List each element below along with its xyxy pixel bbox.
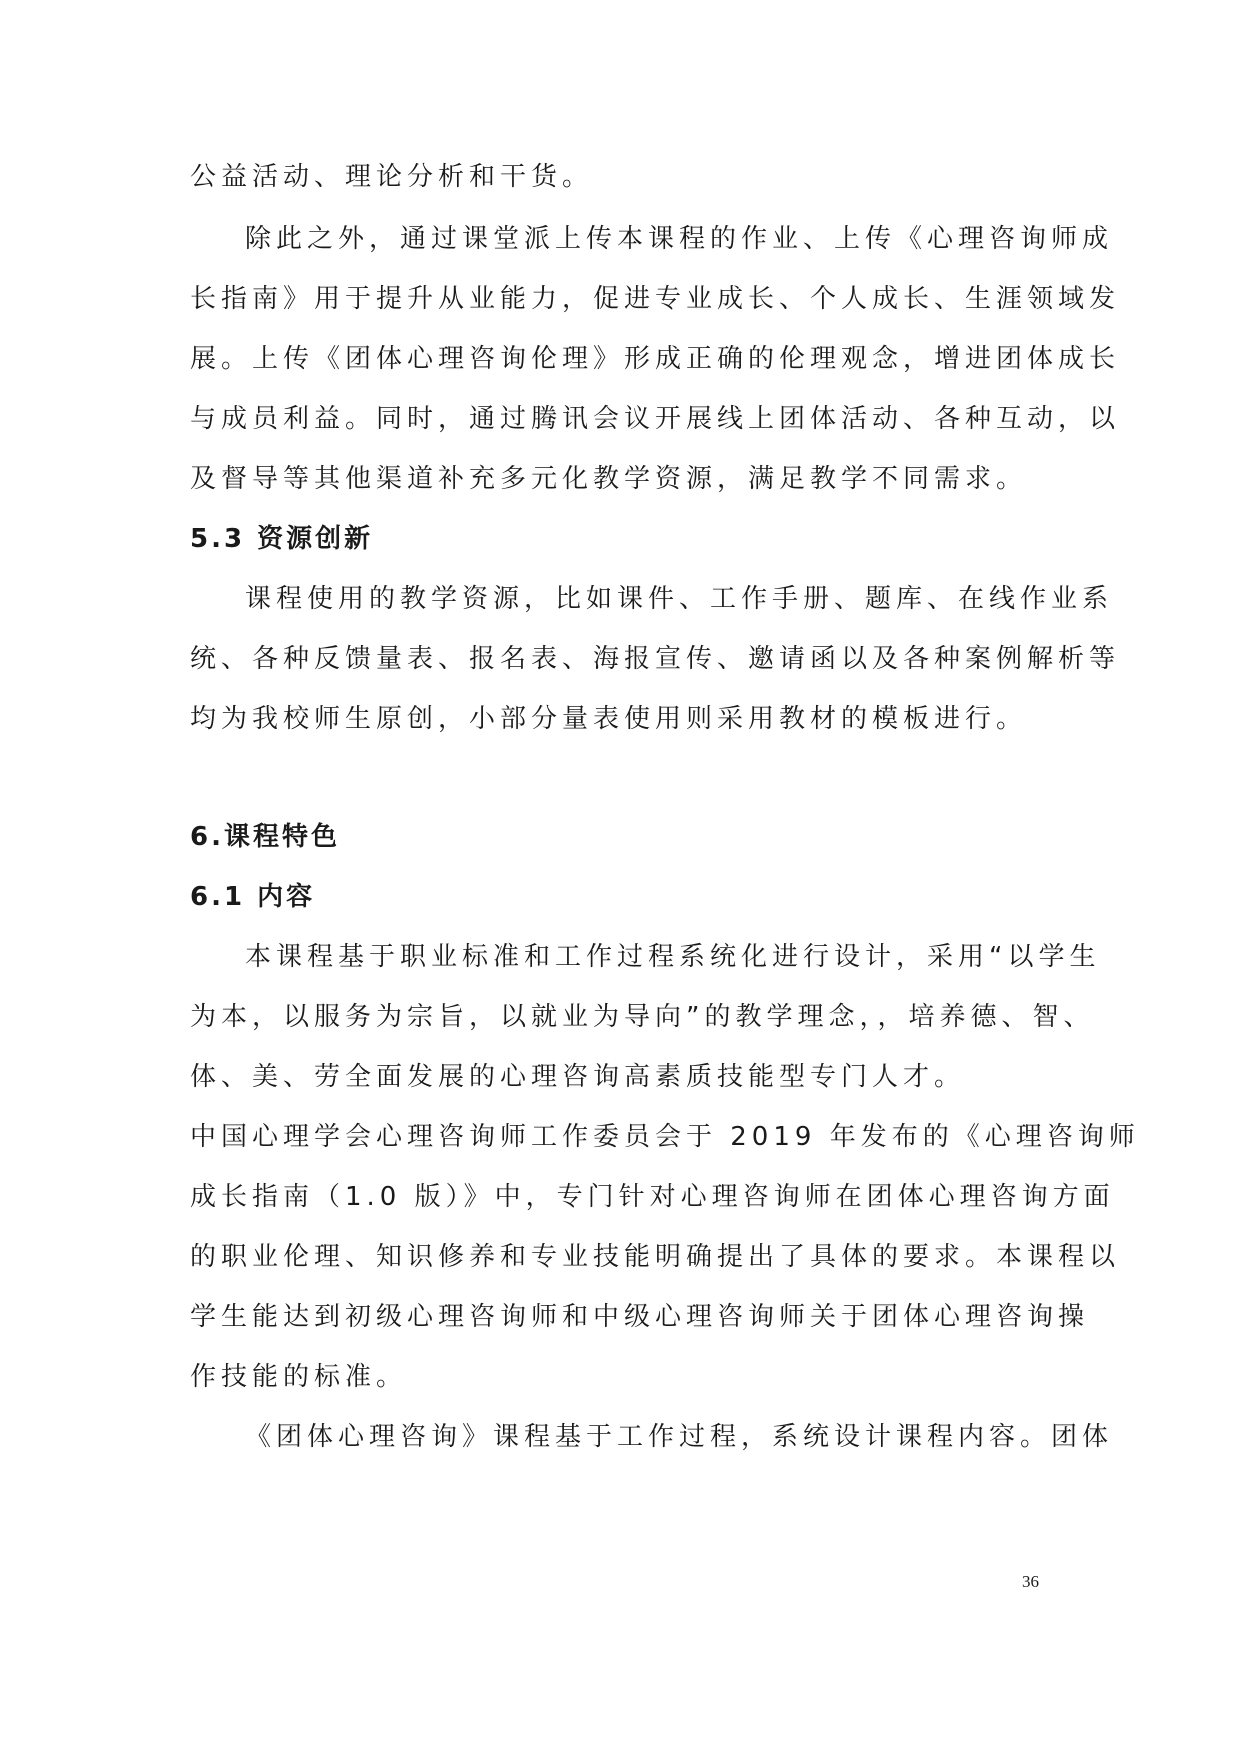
paragraph-line: 除此之外，通过课堂派上传本课程的作业、上传《心理咨询师成 (245, 224, 1114, 254)
paragraph-line: 均为我校师生原创，小部分量表使用则采用教材的模板进行。 (190, 704, 1028, 734)
paragraph-line: 课程使用的教学资源，比如课件、工作手册、题库、在线作业系 (245, 584, 1114, 614)
section-heading-6-1: 6.1 内容 (190, 882, 316, 912)
paragraph-line: 学生能达到初级心理咨询师和中级心理咨询师关于团体心理咨询操 (190, 1302, 1090, 1332)
paragraph-line: 本课程基于职业标准和工作过程系统化进行设计，采用“以学生 (245, 942, 1101, 972)
paragraph-line: 展。上传《团体心理咨询伦理》形成正确的伦理观念，增进团体成长 (190, 344, 1121, 374)
paragraph-line: 公益活动、理论分析和干货。 (190, 162, 594, 192)
paragraph-line: 中国心理学会心理咨询师工作委员会于 2019 年发布的《心理咨询师 (190, 1122, 1140, 1152)
paragraph-line: 作技能的标准。 (190, 1362, 408, 1392)
paragraph-line: 体、美、劳全面发展的心理咨询高素质技能型专门人才。 (190, 1062, 966, 1092)
paragraph-line: 为本，以服务为宗旨，以就业为导向”的教学理念，，培养德、智、 (190, 1002, 1095, 1032)
section-heading-6: 6.课程特色 (190, 822, 340, 852)
paragraph-line: 与成员利益。同时，通过腾讯会议开展线上团体活动、各种互动，以 (190, 404, 1121, 434)
paragraph-line: 《团体心理咨询》课程基于工作过程，系统设计课程内容。团体 (245, 1422, 1114, 1452)
paragraph-line: 成长指南（1.0 版）》中，专门针对心理咨询师在团体心理咨询方面 (190, 1182, 1115, 1212)
paragraph-line: 的职业伦理、知识修养和专业技能明确提出了具体的要求。本课程以 (190, 1242, 1121, 1272)
paragraph-line: 长指南》用于提升从业能力，促进专业成长、个人成长、生涯领域发 (190, 284, 1121, 314)
page-number: 36 (1022, 1572, 1039, 1591)
section-heading-5-3: 5.3 资源创新 (190, 524, 374, 554)
paragraph-line: 及督导等其他渠道补充多元化教学资源，满足教学不同需求。 (190, 464, 1028, 494)
paragraph-line: 统、各种反馈量表、报名表、海报宣传、邀请函以及各种案例解析等 (190, 644, 1121, 674)
